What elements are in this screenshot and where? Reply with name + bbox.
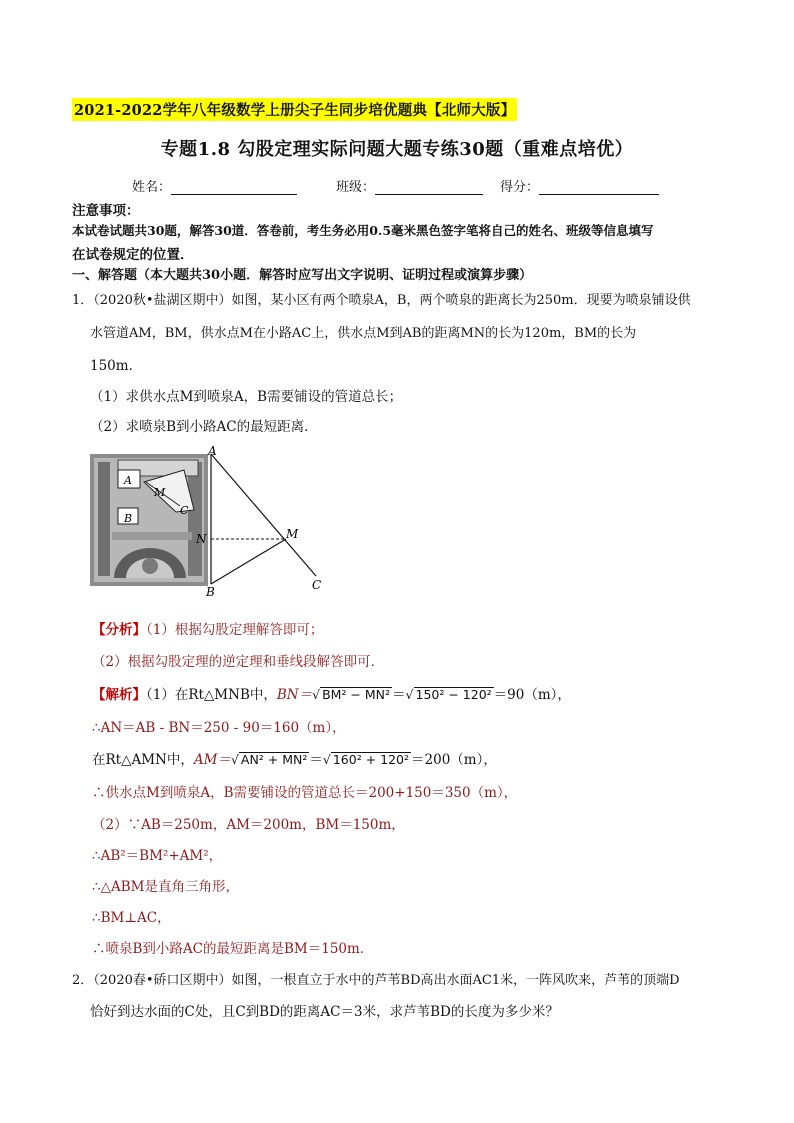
name-label: 姓名：	[132, 180, 172, 195]
segment-bm	[211, 539, 286, 584]
score-field[interactable]	[500, 176, 659, 195]
solution-line-8: ∴BM⊥AC，	[92, 910, 171, 926]
segment-ac	[211, 454, 316, 576]
q1-text-line-3: 150m．	[90, 358, 143, 374]
solution-line-7: ∴△ABM是直角三角形，	[92, 879, 239, 895]
q2-text: 如图，一根直立于水中的芦苇BD高出水面AC1米，一阵风吹来，芦苇的顶端D	[231, 973, 680, 988]
analysis-line-2: （2）根据勾股定理的逆定理和垂线段解答即可．	[92, 654, 385, 670]
score-label: 得分：	[500, 180, 540, 195]
solution-s3-prefix: 在Rt△AMN中，	[92, 752, 194, 768]
solution-s3-sqrt-2: 160² + 120²	[332, 752, 410, 767]
solution-line-3: 在Rt△AMN中，AM＝√ AN² + MN² ＝√ 160² + 120² ＝200（m），	[92, 752, 497, 768]
label-b: B	[206, 585, 215, 596]
label-m: M	[286, 527, 299, 541]
question-1	[72, 289, 691, 308]
solution-line-2: ∴AN＝AB - BN＝250 - 90＝160（m），	[92, 720, 346, 736]
solution-line-6: ∴AB²＝BM²+AM²，	[92, 848, 223, 864]
label-n: N	[196, 532, 207, 546]
q2-text-line-2: 恰好到达水面的C处，且C到BD的距离AC＝3米，求芦苇BD的长度为多少米？	[90, 1004, 559, 1020]
q1-text-line-2: 水管道AM，BM，供水点M在小路AC上，供水点M到AB的距离MN的长为120m，BM的长为	[90, 326, 637, 341]
q1-figure	[88, 446, 338, 596]
q1-source: （2020秋•盐湖区期中）	[93, 293, 232, 308]
solution-s3-eq: ＝	[309, 752, 323, 768]
solution-s1-result: ＝90（m），	[493, 687, 571, 703]
solution-s3-sqrt-1: AN² + MN²	[240, 752, 308, 767]
notice-heading: 注意事项：	[72, 203, 140, 219]
solution-s1-prefix: （1）在Rt△MNB中，	[146, 687, 277, 703]
analysis-tag: 【分析】	[92, 622, 146, 638]
q1-number: 1．	[72, 293, 94, 308]
solution-line-5: （2）∵AB＝250m，AM＝200m，BM＝150m，	[92, 817, 405, 833]
photo-label-a: A	[124, 474, 132, 487]
page-title: 专题1.8 勾股定理实际问题大题专练30题（重难点培优）	[160, 139, 634, 160]
label-c: C	[312, 578, 322, 592]
solution-s1-sqrt-1: BM² − MN²	[322, 687, 391, 702]
solution-line-9: ∴喷泉B到小路AC的最短距离是BM＝150m．	[92, 941, 374, 957]
q1-part-1: （1）求供水点M到喷泉A，B需要铺设的管道总长；	[90, 389, 403, 405]
q2-source: （2020春•硚口区期中）	[93, 973, 232, 988]
class-field[interactable]	[336, 176, 483, 195]
photo-label-b: B	[124, 512, 133, 525]
q2-number: 2．	[72, 973, 94, 988]
series-title: 2021-2022学年八年级数学上册尖子生同步培优题典【北师大版】	[72, 98, 517, 121]
analysis-line-1	[92, 618, 323, 638]
solution-line-4: ∴供水点M到喷泉A，B需要铺设的管道总长＝200+150＝350（m），	[92, 785, 518, 801]
q1-diagram	[195, 446, 321, 596]
analysis-text-1: （1）根据勾股定理解答即可；	[146, 622, 324, 638]
name-blank[interactable]	[171, 180, 297, 195]
q1-photo	[90, 454, 208, 586]
notice-line-1: 本试卷试题共30题，解答30道．答卷前，考生务必用0.5毫米黑色签字笔将自己的姓名、班级等信息填写	[72, 223, 654, 238]
solution-s3-result: ＝200（m），	[411, 752, 497, 768]
solution-s1-sqrt-2: 150² − 120²	[415, 687, 492, 702]
photo-label-c: C	[180, 504, 189, 517]
class-blank[interactable]	[375, 180, 483, 195]
solution-s1-lhs: BN＝	[276, 687, 313, 703]
solution-s1-eq: ＝	[392, 687, 406, 703]
name-field[interactable]	[132, 176, 297, 195]
photo-label-m: M	[154, 486, 166, 499]
section-heading: 一、解答题（本大题共30小题．解答时应写出文字说明、证明过程或演算步骤）	[72, 268, 533, 283]
solution-tag: 【解析】	[92, 687, 146, 703]
q1-text: 如图，某小区有两个喷泉A，B，两个喷泉的距离长为250m．现要为喷泉铺设供	[231, 293, 691, 308]
score-blank[interactable]	[539, 180, 659, 195]
label-a: A	[208, 446, 217, 458]
class-label: 班级：	[336, 180, 376, 195]
q1-part-2: （2）求喷泉B到小路AC的最短距离．	[90, 419, 318, 435]
solution-line-1: 【解析】（1）在Rt△MNB中，BN＝√ BM² − MN² ＝√ 150² − 120² ＝90（m），	[92, 687, 571, 703]
solution-s3-lhs: AM＝	[193, 752, 231, 768]
notice-line-2: 在试卷规定的位置．	[72, 247, 194, 263]
question-2	[72, 969, 680, 988]
